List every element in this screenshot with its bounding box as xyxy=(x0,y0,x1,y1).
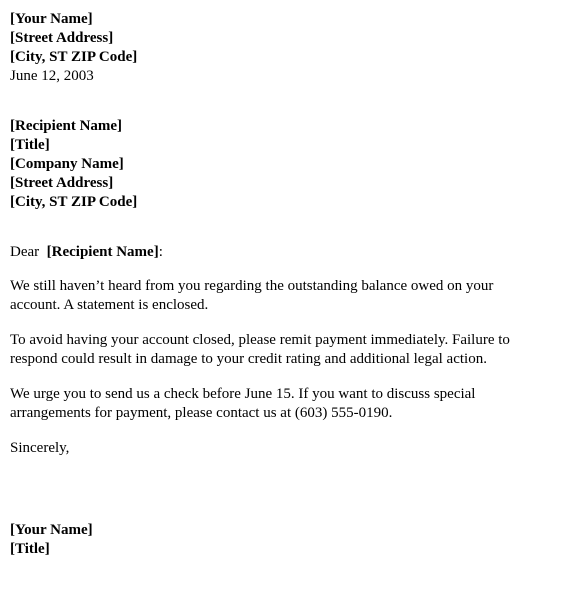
body-paragraph-3 xyxy=(10,385,555,423)
salutation xyxy=(10,243,555,262)
sender-name: [Your Name] xyxy=(10,11,93,27)
recipient-name: [Recipient Name] xyxy=(10,118,123,134)
salutation-greeting: Dear xyxy=(10,244,47,260)
body-paragraph-2 xyxy=(10,331,555,369)
paragraph-line: account. A statement is enclosed. xyxy=(10,297,209,313)
recipient-address-block xyxy=(10,117,555,212)
recipient-title: [Title] xyxy=(10,137,50,153)
signature-title: [Title] xyxy=(10,541,50,557)
paragraph-line: To avoid having your account closed, please remit payment immediately. Failure to xyxy=(10,332,510,348)
closing: Sincerely, xyxy=(10,440,70,456)
sender-city-state-zip: [City, ST ZIP Code] xyxy=(10,49,138,65)
signature-name: [Your Name] xyxy=(10,522,93,538)
recipient-city-state-zip: [City, ST ZIP Code] xyxy=(10,194,138,210)
paragraph-line: We urge you to send us a check before June 15. If you want to discuss special xyxy=(10,386,476,402)
body-paragraph-1 xyxy=(10,277,555,315)
salutation-punctuation: : xyxy=(158,244,163,260)
paragraph-line: respond could result in damage to your credit rating and additional legal action. xyxy=(10,351,487,367)
letter-date: June 12, 2003 xyxy=(10,68,94,84)
signature-block xyxy=(10,521,555,559)
sender-address-block xyxy=(10,10,555,86)
paragraph-line: We still haven’t heard from you regarding the outstanding balance owed on your xyxy=(10,278,494,294)
recipient-company-name: [Company Name] xyxy=(10,156,124,172)
recipient-street-address: [Street Address] xyxy=(10,175,114,191)
sender-street-address: [Street Address] xyxy=(10,30,114,46)
salutation-recipient-name: [Recipient Name] xyxy=(46,244,159,260)
letter-document xyxy=(10,10,555,559)
paragraph-line: arrangements for payment, please contact us at (603) 555-0190. xyxy=(10,405,393,421)
